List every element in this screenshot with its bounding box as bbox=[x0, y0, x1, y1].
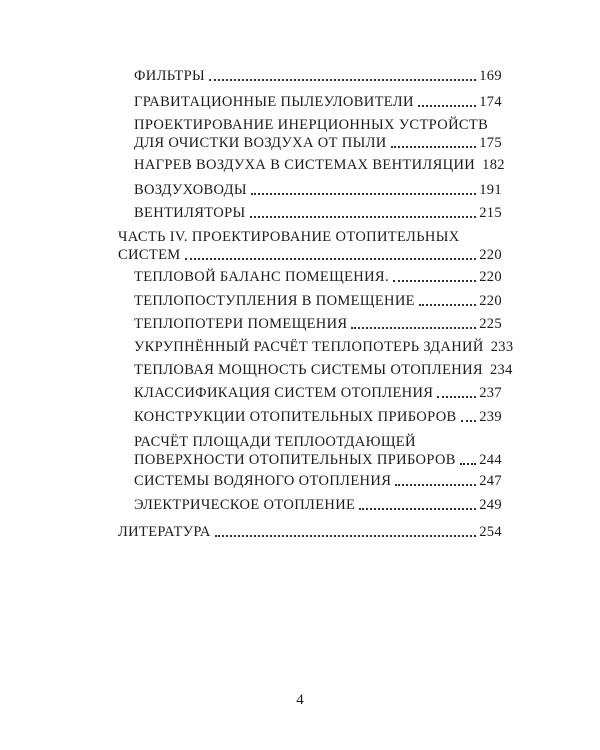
toc-entry-page: 225 bbox=[479, 316, 502, 332]
toc-entry-heating-classification bbox=[134, 384, 502, 402]
toc-entry-literature bbox=[118, 523, 502, 541]
toc-entry-title: КЛАССИФИКАЦИЯ СИСТЕМ ОТОПЛЕНИЯ bbox=[134, 385, 434, 401]
toc-entry-page: 220 bbox=[479, 293, 502, 309]
toc-entry-title-line2: СИСТЕМ bbox=[118, 247, 181, 263]
toc-entry-page: 174 bbox=[479, 94, 502, 110]
toc-entry-title: ТЕПЛОПОТЕРИ ПОМЕЩЕНИЯ bbox=[134, 316, 348, 332]
toc-entry-heat-balance bbox=[134, 268, 502, 286]
toc-entry-heat-gains bbox=[134, 292, 502, 310]
toc-entry-page: 233 bbox=[490, 339, 514, 355]
toc-entry-electric-heating bbox=[134, 496, 502, 514]
dot-leader bbox=[393, 280, 476, 282]
toc-entry-title: УКРУПНЁННЫЙ РАСЧЁТ ТЕПЛОПОТЕРЬ ЗДАНИЙ bbox=[134, 339, 484, 355]
toc-entry-page: 220 bbox=[479, 247, 502, 263]
dot-leader bbox=[461, 420, 477, 422]
dot-leader bbox=[351, 327, 476, 329]
dot-leader bbox=[395, 484, 476, 486]
toc-entry-heater-designs bbox=[134, 408, 502, 426]
toc-entry-title: ТЕПЛОВОЙ БАЛАНС ПОМЕЩЕНИЯ. bbox=[134, 269, 389, 285]
toc-entry-title-line2: ПОВЕРХНОСТИ ОТОПИТЕЛЬНЫХ ПРИБОРОВ bbox=[134, 452, 456, 468]
toc-entry-heat-losses bbox=[134, 315, 502, 333]
toc-entry-title: ГРАВИТАЦИОННЫЕ ПЫЛЕУЛОВИТЕЛИ bbox=[134, 94, 414, 110]
toc-entry-page: 244 bbox=[479, 452, 502, 468]
toc-entry-heating-power bbox=[134, 361, 513, 379]
dot-leader bbox=[391, 146, 477, 148]
toc-entry-title: ТЕПЛОПОСТУПЛЕНИЯ В ПОМЕЩЕНИЕ bbox=[134, 293, 415, 309]
dot-leader bbox=[215, 535, 476, 537]
toc-entry-title: ВОЗДУХОВОДЫ bbox=[134, 182, 247, 198]
toc-entry-title: ФИЛЬТРЫ bbox=[134, 68, 206, 84]
dot-leader bbox=[251, 193, 476, 195]
toc-entry-part-iv bbox=[118, 228, 502, 264]
toc-entry-title: КОНСТРУКЦИИ ОТОПИТЕЛЬНЫХ ПРИБОРОВ bbox=[134, 409, 457, 425]
dot-leader bbox=[185, 258, 477, 260]
toc-entry-title: ТЕПЛОВАЯ МОЩНОСТЬ СИСТЕМЫ ОТОПЛЕНИЯ bbox=[134, 362, 483, 378]
toc-entry-page: 182 bbox=[482, 157, 505, 173]
toc-entry-title-line1: ЧАСТЬ IV. ПРОЕКТИРОВАНИЕ ОТОПИТЕЛЬНЫХ bbox=[118, 229, 460, 245]
toc-entry-page: 220 bbox=[479, 269, 502, 285]
toc-entry-aggregated-heat-loss bbox=[134, 338, 514, 356]
toc-entry-air-heating bbox=[134, 156, 505, 174]
toc-entry-page: 237 bbox=[479, 385, 502, 401]
toc-entry-page: 234 bbox=[489, 362, 513, 378]
toc-entry-title: ВЕНТИЛЯТОРЫ bbox=[134, 205, 246, 221]
toc-entry-title-line2: ДЛЯ ОЧИСТКИ ВОЗДУХА ОТ ПЫЛИ bbox=[134, 135, 387, 151]
toc-entry-water-heating bbox=[134, 472, 502, 490]
toc-entry-title-line1: ПРОЕКТИРОВАНИЕ ИНЕРЦИОННЫХ УСТРОЙСТВ bbox=[134, 117, 489, 133]
dot-leader bbox=[460, 463, 476, 465]
toc-entry-title: НАГРЕВ ВОЗДУХА В СИСТЕМАХ ВЕНТИЛЯЦИИ bbox=[134, 157, 476, 173]
toc-entry-page: 254 bbox=[479, 524, 502, 540]
toc-entry-filters bbox=[134, 67, 502, 85]
dot-leader bbox=[419, 304, 476, 306]
toc-entry-page: 191 bbox=[479, 182, 502, 198]
toc-entry-page: 215 bbox=[479, 205, 502, 221]
toc-entry-page: 169 bbox=[479, 68, 502, 84]
toc-entry-page: 247 bbox=[479, 473, 502, 489]
toc-entry-page: 249 bbox=[479, 497, 502, 513]
toc-entry-page: 239 bbox=[479, 409, 502, 425]
page-number: 4 bbox=[296, 692, 304, 708]
dot-leader bbox=[209, 79, 476, 81]
toc-entry-title: ЛИТЕРАТУРА bbox=[118, 524, 211, 540]
toc-entry-title: ЭЛЕКТРИЧЕСКОЕ ОТОПЛЕНИЕ bbox=[134, 497, 356, 513]
toc-entry-page: 175 bbox=[479, 135, 502, 151]
dot-leader bbox=[437, 396, 476, 398]
toc-entry-inertial-devices bbox=[134, 116, 502, 152]
toc-entry-air-ducts bbox=[134, 181, 502, 199]
toc-entry-fans bbox=[134, 204, 502, 222]
toc-entry-title: СИСТЕМЫ ВОДЯНОГО ОТОПЛЕНИЯ bbox=[134, 473, 392, 489]
toc-entry-gravity-dust-collectors bbox=[134, 93, 502, 111]
toc-entry-title-line1: РАСЧЁТ ПЛОЩАДИ ТЕПЛООТДАЮЩЕЙ bbox=[134, 434, 416, 450]
dot-leader bbox=[418, 105, 476, 107]
dot-leader bbox=[250, 216, 477, 218]
dot-leader bbox=[359, 508, 476, 510]
toc-entry-heat-transfer-area bbox=[134, 433, 502, 469]
